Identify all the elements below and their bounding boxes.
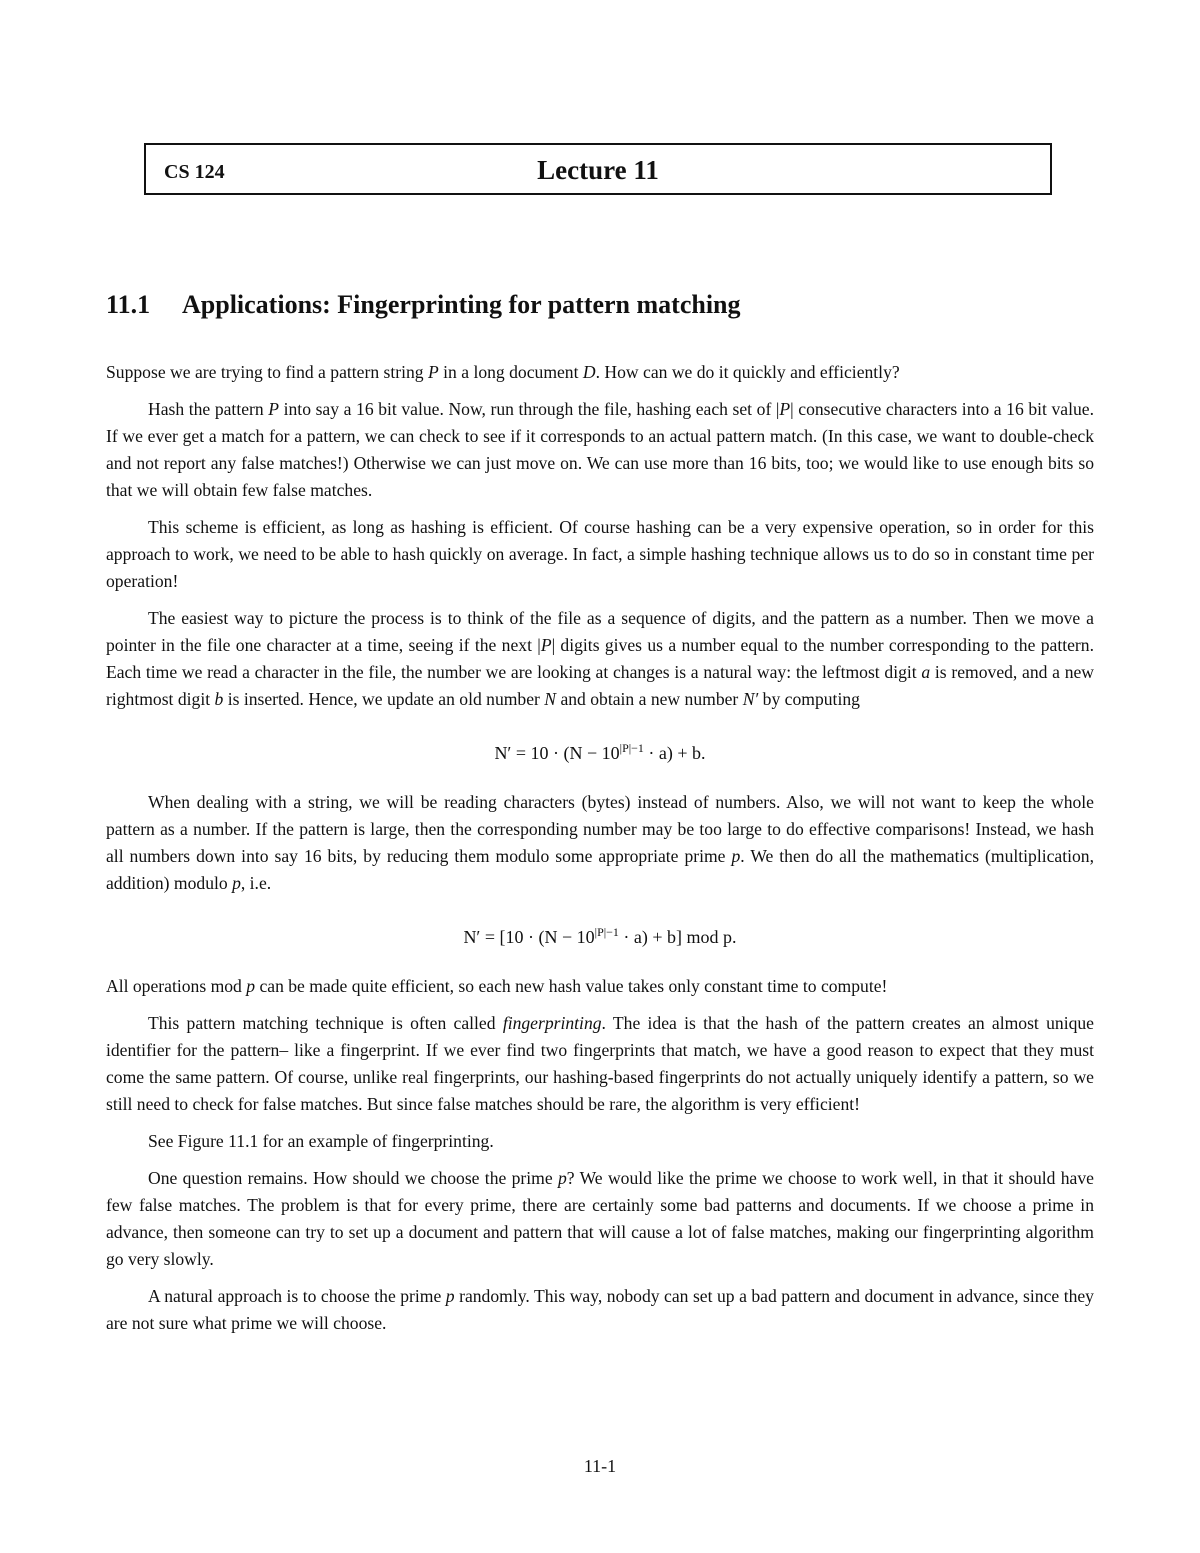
paragraph-3: This scheme is efficient, as long as hashing is efficient. Of course hashing can be a very expensive operation, so in order for this approach to work, we need to be able to hash quickly on average. In fact, a simple hashing technique allows us to do so in constant time per operation! <box>106 517 1094 591</box>
paragraph-10: A natural approach is to choose the prime p randomly. This way, nobody can set up a bad pattern and document in advance, since they are not sure what prime we will choose. <box>106 1286 1094 1333</box>
paragraph-8: See Figure 11.1 for an example of fingerprinting. <box>148 1131 494 1151</box>
paragraph-1: Suppose we are trying to find a pattern string P in a long document D. How can we do it quickly and efficiently? <box>106 362 900 382</box>
lecture-title: Lecture 11 <box>537 155 659 185</box>
section-heading <box>106 290 741 320</box>
paragraph-4: The easiest way to picture the process is to think of the file as a sequence of digits, and the pattern as a number. Then we move a pointer in the file one character at a time, seeing if the next |P| digits gives us a number equal to the number corresponding to the pattern. Each time we read a character in the file, the number we are looking at changes is a natural way: the leftmost digit a is removed, and a new rightmost digit b is inserted. Hence, we update an old number N and obtain a new number N′ by computing <box>106 608 1095 709</box>
course-label: CS 124 <box>164 161 225 183</box>
paragraph-5: When dealing with a string, we will be reading characters (bytes) instead of numbers. Also, we will not want to keep the whole pattern as a number. If the pattern is large, then the corresponding number may be too large to do effective comparisons! Instead, we hash all numbers down into say 16 bits, by reducing them modulo some appropriate prime p. We then do all the mathematics (multiplication, addition) modulo p, i.e. <box>106 792 1094 893</box>
paragraph-9: One question remains. How should we choose the prime p? We would like the prime we choose to work well, in that it should have few false matches. The problem is that for every prime, there are certainly some bad patterns and documents. If we choose a prime in advance, then someone can try to set up a document and pattern that will cause a lot of false matches, making our fingerprinting algorithm go very slowly. <box>106 1168 1094 1269</box>
equation-2: $N' = [10 \cdot (N - 10^{|P|-1} \cdot a) + b]$ mod p. <box>463 925 737 947</box>
section-title: Applications: Fingerprinting for pattern matching <box>182 290 741 319</box>
paragraph-7: This pattern matching technique is often called fingerprinting. The idea is that the hash of the pattern creates an almost unique identifier for the pattern– like a fingerprint. If we ever find two fingerprints that match, we have a good reason to expect that they must come the same pattern. Of course, unlike real fingerprints, our hashing-based fingerprints do not actually uniquely identify a pattern, so we still need to check for false matches. But since false matches should be rare, the algorithm is very efficient! <box>106 1013 1094 1114</box>
paragraph-2: Hash the pattern P into say a 16 bit value. Now, run through the file, hashing each set of |P| consecutive characters into a 16 bit value. If we ever get a match for a pattern, we can check to see if it corresponds to an actual pattern match. (In this case, we want to double-check and not report any false matches!) Otherwise we can just move on. We can use more than 16 bits, too; we would like to use enough bits so that we will obtain few false matches. <box>106 399 1095 500</box>
body-text <box>106 359 1094 1347</box>
section-number: 11.1 <box>106 290 151 319</box>
equation-1: $N' = 10 \cdot (N - 10^{|P|-1} \cdot a) + b$. <box>494 741 706 763</box>
lecture-header <box>144 143 1052 195</box>
paragraph-6: All operations mod p can be made quite efficient, so each new hash value takes only constant time to compute! <box>106 976 888 996</box>
page-number: 11-1 <box>583 1456 617 1476</box>
